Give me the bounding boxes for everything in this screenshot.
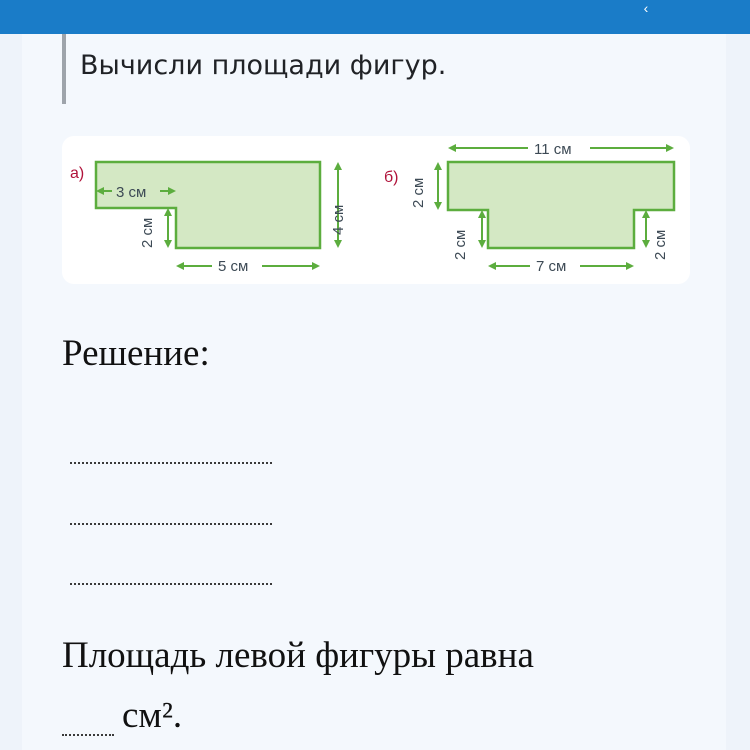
figure-b-left-leg-height: 2 см [452, 229, 469, 260]
solution-line-2[interactable] [70, 523, 272, 525]
chevron-icon[interactable]: ‹ [643, 0, 649, 16]
figure-b-right-leg-height: 2 см [652, 229, 669, 260]
figure-a-bottom-width: 5 см [218, 258, 249, 275]
figure-b-top-width: 11 см [534, 141, 572, 158]
left-margin [0, 34, 22, 750]
task-text: Вычисли площади фигур. [80, 50, 447, 81]
answer-unit: см². [122, 695, 183, 736]
figure-card [62, 136, 690, 284]
figure-a-right-height: 4 см [330, 204, 347, 235]
solution-line-3[interactable] [70, 583, 272, 585]
solution-title: Решение: [62, 333, 210, 374]
figure-a-letter: а) [70, 165, 85, 182]
solution-line-1[interactable] [70, 462, 272, 464]
task-block [62, 34, 702, 104]
figure-a-shape [96, 162, 320, 248]
top-bar [0, 0, 750, 34]
figure-a-top-width: 3 см [116, 184, 147, 201]
answer-blank[interactable] [62, 734, 114, 736]
figure-b-bottom-width: 7 см [536, 258, 567, 275]
right-margin [726, 34, 750, 750]
content-area [22, 34, 726, 750]
figures-illustration [62, 136, 690, 284]
task-accent-bar [62, 34, 66, 104]
figure-b-left-height: 2 см [410, 177, 427, 208]
figure-b-letter: б) [384, 169, 399, 186]
question-text: Площадь левой фигуры равна [62, 635, 534, 676]
figure-a-step-height: 2 см [139, 217, 156, 248]
